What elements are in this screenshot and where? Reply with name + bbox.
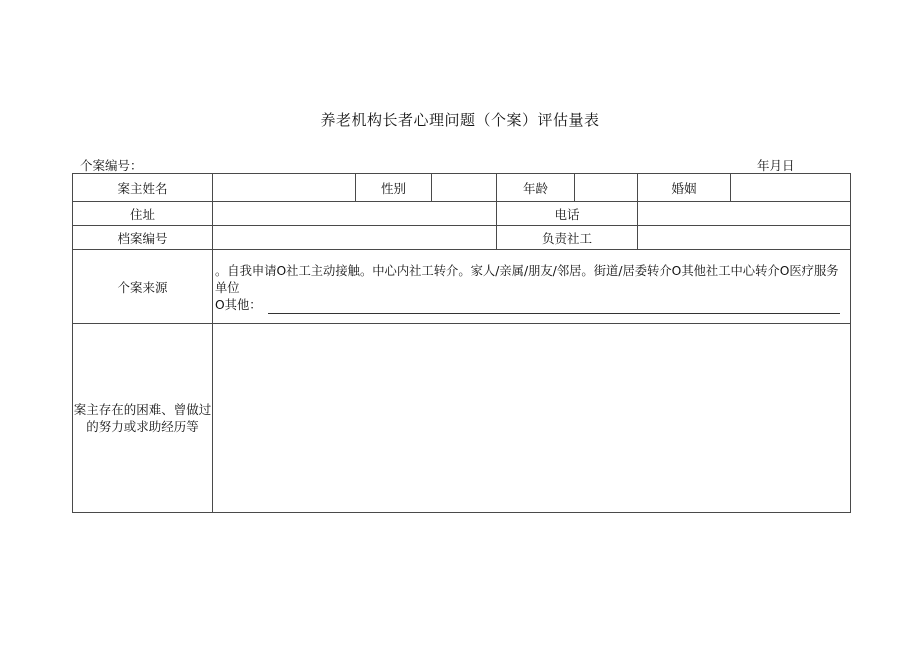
- case-source-other-line: [215, 297, 848, 314]
- case-source-options: [213, 250, 851, 324]
- case-source-row: [73, 250, 851, 324]
- address-label: 住址: [73, 202, 213, 226]
- file-row: [73, 226, 851, 250]
- case-source-other-field[interactable]: [268, 299, 840, 314]
- name-field[interactable]: [213, 174, 356, 202]
- file-number-field[interactable]: [213, 226, 497, 250]
- social-worker-label: 负责社工: [497, 226, 638, 250]
- difficulty-label: 案主存在的困难、曾做过的努力或求助经历等: [73, 324, 213, 513]
- difficulty-row: [73, 324, 851, 513]
- phone-label: 电话: [497, 202, 638, 226]
- social-worker-field[interactable]: [638, 226, 851, 250]
- date-label: 年月日: [757, 158, 795, 173]
- difficulty-field[interactable]: [213, 324, 851, 513]
- case-source-other-label: O其他：: [215, 298, 262, 312]
- assessment-form-table: [72, 173, 851, 513]
- marriage-label: 婚姻: [638, 174, 731, 202]
- document-title: 养老机构长者心理问题（个案）评估量表: [320, 111, 600, 129]
- case-number-label: 个案编号：: [80, 158, 143, 173]
- age-field[interactable]: [575, 174, 638, 202]
- case-source-label: 个案来源: [73, 250, 213, 324]
- phone-field[interactable]: [638, 202, 851, 226]
- age-label: 年龄: [497, 174, 575, 202]
- address-field[interactable]: [213, 202, 497, 226]
- file-number-label: 档案编号: [73, 226, 213, 250]
- address-row: [73, 202, 851, 226]
- gender-field[interactable]: [432, 174, 497, 202]
- marriage-field[interactable]: [731, 174, 851, 202]
- name-label: 案主姓名: [73, 174, 213, 202]
- basic-info-row: [73, 174, 851, 202]
- case-source-options-text: 。自我申请O社工主动接触。中心内社工转介。家人/亲属/朋友/邻居。街道/居委转介O其他社工中心转介O医疗服务单位: [215, 264, 839, 295]
- gender-label: 性别: [356, 174, 432, 202]
